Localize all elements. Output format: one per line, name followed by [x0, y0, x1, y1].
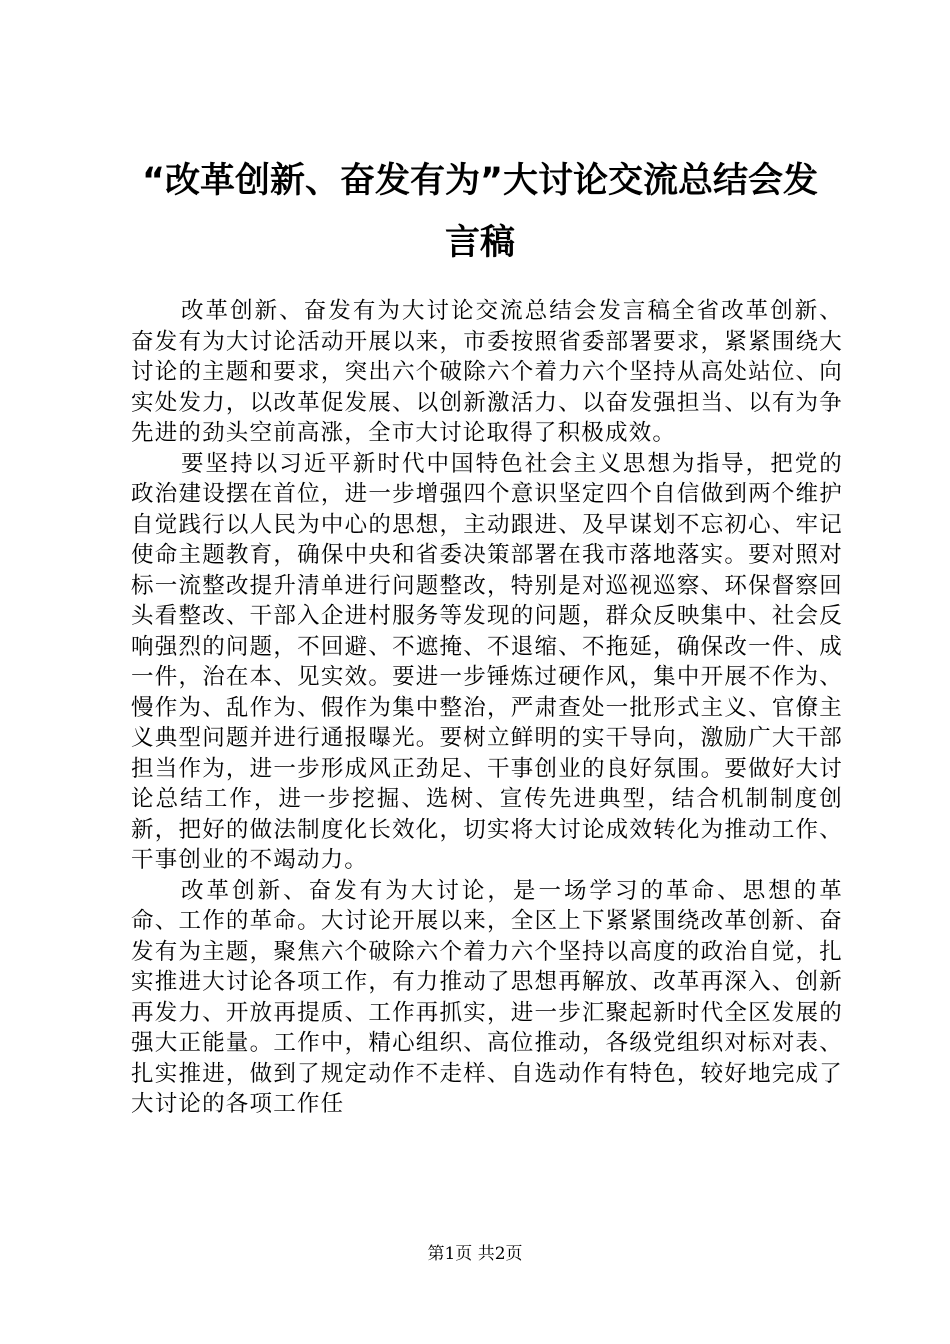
page-footer: 第1页 共2页	[427, 1244, 523, 1264]
title-line-1: “改革创新、奋发有为”大讨论交流总结会发	[141, 161, 818, 201]
document-body	[131, 296, 843, 1120]
paragraph-2: 要坚持以习近平新时代中国特色社会主义思想为指导，把党的政治建设摆在首位，进一步增强四个意识坚定四个自信做到两个维护自觉践行以人民为中心的思想，主动跟进、及早谋划不忘初心、牢记使命主题教育，确保中央和省委决策部署在我市落地落实。要对照对标一流整改提升清单进行问题整改，特别是对巡视巡察、环保督察回头看整改、干部入企进村服务等发现的问题，群众反映集中、社会反响强烈的问题，不回避、不遮掩、不退缩、不拖延，确保改一件、成一件，治在本、见实效。要进一步锤炼过硬作风，集中开展不作为、慢作为、乱作为、假作为集中整治，严肃查处一批形式主义、官僚主义典型问题并进行通报曝光。要树立鲜明的实干导向，激励广大干部担当作为，进一步形成风正劲足、干事创业的良好氛围。要做好大讨论总结工作，进一步挖掘、选树、宣传先进典型，结合机制制度创新，把好的做法制度化长效化，切实将大讨论成效转化为推动工作、干事创业的不竭动力。	[131, 450, 843, 873]
document-title	[120, 150, 840, 274]
title-line-2: 言稿	[444, 223, 515, 263]
paragraph-3: 改革创新、奋发有为大讨论，是一场学习的革命、思想的革命、工作的革命。大讨论开展以来，全区上下紧紧围绕改革创新、奋发有为主题，聚焦六个破除六个着力六个坚持以高度的政治自觉，扎实推进大讨论各项工作，有力推动了思想再解放、改革再深入、创新再发力、开放再提质、工作再抓实，进一步汇聚起新时代全区发展的强大正能量。工作中，精心组织、高位推动，各级党组织对标对表、扎实推进，做到了规定动作不走样、自选动作有特色，较好地完成了大讨论的各项工作任	[131, 877, 843, 1117]
paragraph-1: 改革创新、奋发有为大讨论交流总结会发言稿全省改革创新、奋发有为大讨论活动开展以来，市委按照省委部署要求，紧紧围绕大讨论的主题和要求，突出六个破除六个着力六个坚持从高处站位、向实处发力，以改革促发展、以创新激活力、以奋发强担当、以有为争先进的劲头空前高涨，全市大讨论取得了积极成效。	[131, 298, 843, 446]
